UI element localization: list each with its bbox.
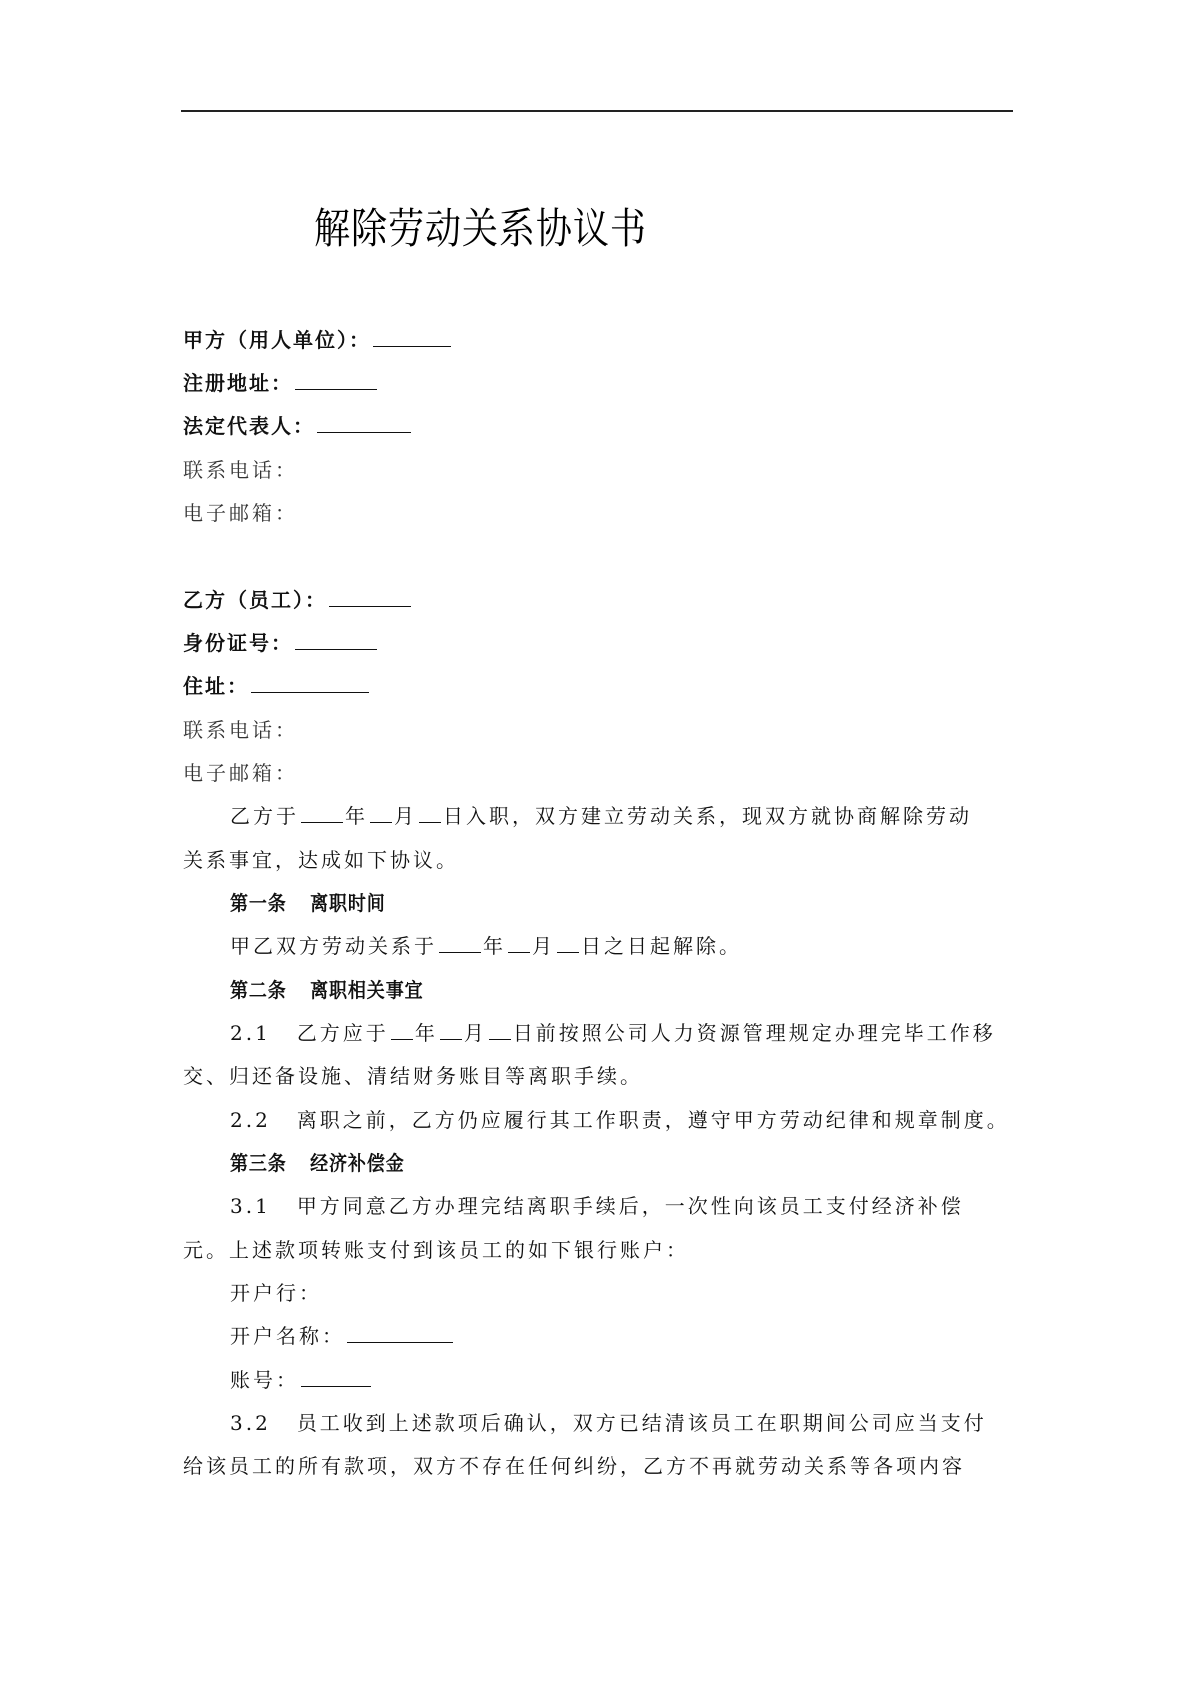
- account-name-field[interactable]: [347, 1324, 453, 1343]
- month-label: 月: [463, 1021, 487, 1045]
- party-a-legal-rep-field[interactable]: [317, 414, 411, 433]
- party-a-name-field[interactable]: [373, 328, 451, 347]
- party-b-email-label: 电子邮箱：: [183, 761, 298, 785]
- party-b-address-field[interactable]: [251, 674, 369, 693]
- party-a-address-field[interactable]: [295, 371, 377, 390]
- document-title: 解除劳动关系协议书: [314, 204, 647, 253]
- intro-paragraph-line1: [230, 802, 972, 830]
- article-text: 甲乙双方劳动关系于: [230, 934, 437, 958]
- article-1-heading: [230, 889, 386, 917]
- party-b-name-row: [183, 586, 413, 614]
- party-a-phone-row: [183, 456, 298, 484]
- year-label: 年: [483, 934, 506, 958]
- party-a-name-label: 甲方（用人单位）：: [183, 328, 371, 352]
- clause-3-2-continued: 给该员工的所有款项，双方不存在任何纠纷，乙方不再就劳动关系等各项内容: [183, 1454, 965, 1478]
- party-b-address-label: 住址：: [183, 674, 249, 698]
- party-a-name-row: [183, 326, 453, 354]
- party-a-email-label: 电子邮箱：: [183, 501, 298, 525]
- party-a-legal-rep-label: 法定代表人：: [183, 414, 315, 438]
- clause-number: 2.1: [230, 1021, 271, 1045]
- party-a-email-row: [183, 499, 298, 527]
- intro-text: 日入职，双方建立劳动关系，现双方就协商解除劳动: [443, 804, 972, 828]
- year-label: 年: [414, 1021, 438, 1045]
- party-a-phone-label: 联系电话：: [183, 458, 298, 482]
- month-label: 月: [532, 934, 555, 958]
- article-3-heading: [230, 1149, 405, 1177]
- account-number-row: [230, 1366, 373, 1394]
- year-label: 年: [345, 804, 368, 828]
- party-a-legal-rep-row: [183, 412, 413, 440]
- account-name-row: [230, 1322, 455, 1350]
- bank-row: [230, 1279, 322, 1307]
- join-day-field[interactable]: [419, 804, 441, 823]
- end-day-field[interactable]: [557, 934, 579, 953]
- article-number: 第三条: [230, 1151, 287, 1175]
- join-month-field[interactable]: [370, 804, 392, 823]
- handover-day-field[interactable]: [489, 1021, 511, 1040]
- intro-paragraph-line2: 关系事宜，达成如下协议。: [183, 848, 459, 872]
- clause-3-2: [230, 1409, 987, 1437]
- article-2-heading: [230, 976, 424, 1004]
- article-title: 离职时间: [310, 891, 386, 915]
- article-number: 第二条: [230, 978, 287, 1002]
- handover-year-field[interactable]: [391, 1021, 413, 1040]
- party-b-name-label: 乙方（员工）：: [183, 588, 327, 612]
- party-b-id-row: [183, 629, 379, 657]
- clause-3-1-continued: 元。上述款项转账支付到该员工的如下银行账户：: [183, 1238, 689, 1262]
- account-number-label: 账号：: [230, 1368, 299, 1392]
- clause-text: 乙方应于: [296, 1021, 389, 1045]
- clause-number: 2.2: [230, 1108, 271, 1132]
- party-b-name-field[interactable]: [329, 588, 411, 607]
- party-b-phone-label: 联系电话：: [183, 718, 298, 742]
- account-number-field[interactable]: [301, 1368, 371, 1387]
- clause-text: 离职之前，乙方仍应履行其工作职责，遵守甲方劳动纪律和规章制度。: [296, 1108, 1010, 1132]
- month-label: 月: [394, 804, 417, 828]
- article-title: 经济补偿金: [310, 1151, 405, 1175]
- account-name-label: 开户名称：: [230, 1324, 345, 1348]
- party-a-address-label: 注册地址：: [183, 371, 293, 395]
- clause-text: 甲方同意乙方办理完结离职手续后，一次性向该员工支付经济补偿: [296, 1194, 964, 1218]
- clause-text: 员工收到上述款项后确认，双方已结清该员工在职期间公司应当支付: [296, 1411, 987, 1435]
- article-title: 离职相关事宜: [310, 978, 424, 1002]
- clause-2-1-continued: 交、归还备设施、清结财务账目等离职手续。: [183, 1064, 643, 1088]
- intro-text: 乙方于: [230, 804, 299, 828]
- party-b-phone-row: [183, 716, 298, 744]
- party-b-address-row: [183, 672, 371, 700]
- article-text: 日之日起解除。: [581, 934, 742, 958]
- end-month-field[interactable]: [508, 934, 530, 953]
- party-b-id-field[interactable]: [295, 631, 377, 650]
- bank-label: 开户行：: [230, 1281, 322, 1305]
- handover-month-field[interactable]: [440, 1021, 462, 1040]
- clause-number: 3.1: [230, 1194, 271, 1218]
- party-b-id-label: 身份证号：: [183, 631, 293, 655]
- end-year-field[interactable]: [439, 934, 481, 953]
- clause-2-2: [230, 1106, 1010, 1134]
- header-rule: [181, 110, 1013, 112]
- clause-text: 日前按照公司人力资源管理规定办理完毕工作移: [512, 1021, 996, 1045]
- party-a-address-row: [183, 369, 379, 397]
- clause-2-1: [230, 1019, 996, 1047]
- article-1-text: [230, 932, 742, 960]
- clause-number: 3.2: [230, 1411, 271, 1435]
- article-number: 第一条: [230, 891, 287, 915]
- clause-3-1: [230, 1192, 964, 1220]
- party-b-email-row: [183, 759, 298, 787]
- join-year-field[interactable]: [301, 804, 343, 823]
